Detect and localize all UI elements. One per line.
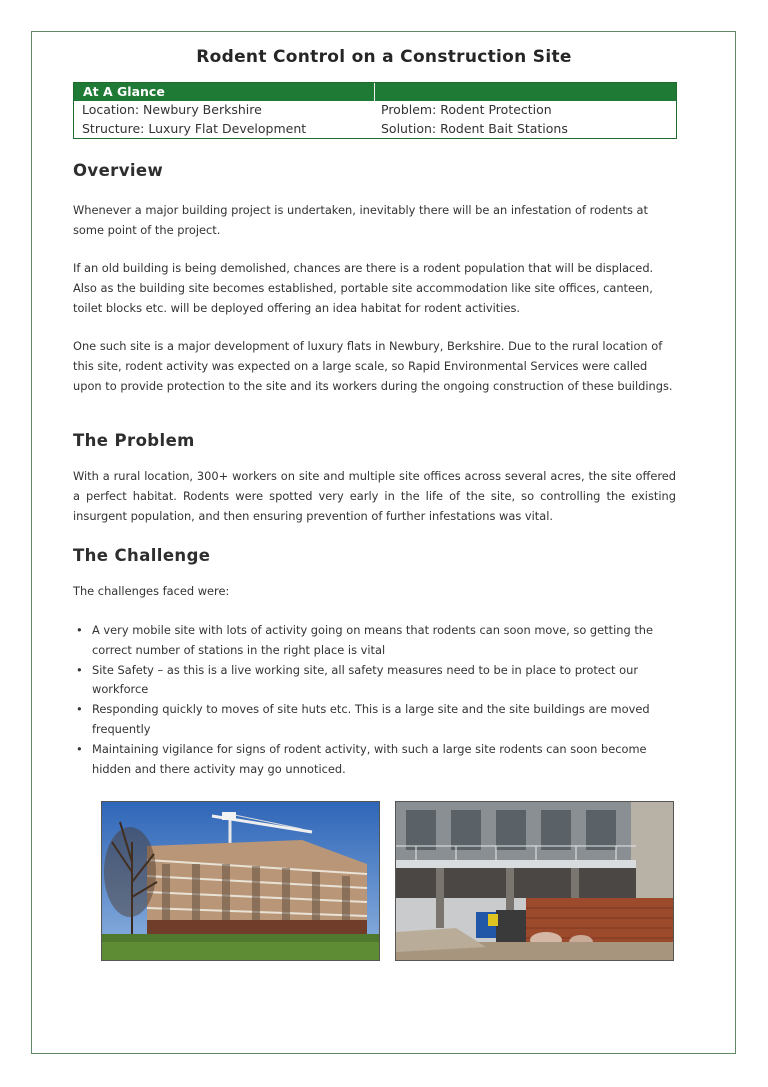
list-item xyxy=(73,700,676,740)
list-item-text: Site Safety – as this is a live working site, all safety measures need to be in place to protect our workforce xyxy=(92,662,639,697)
bullet-icon: • xyxy=(76,702,83,717)
challenge-heading: The Challenge xyxy=(73,546,211,565)
building-construction-image xyxy=(102,802,379,960)
bullet-icon: • xyxy=(76,662,83,677)
challenge-list xyxy=(73,621,676,779)
site-bins-image xyxy=(396,802,673,960)
photo-building-construction xyxy=(101,801,380,961)
glance-structure: Structure: Luxury Flat Development xyxy=(82,121,307,136)
challenge-intro: The challenges faced were: xyxy=(73,584,230,598)
list-item-text: Responding quickly to moves of site huts etc. This is a large site and the site buildings are moved frequently xyxy=(92,702,650,736)
page-title: Rodent Control on a Construction Site xyxy=(196,47,572,67)
glance-solution: Solution: Rodent Bait Stations xyxy=(381,121,568,136)
problem-heading: The Problem xyxy=(73,431,195,450)
overview-paragraph-1: Whenever a major building project is undertaken, inevitably there will be an infestation of rodents at some point of the project. xyxy=(73,203,648,237)
overview-paragraph-3: One such site is a major development of luxury flats in Newbury, Berkshire. Due to the rural location of this site, rodent activity was expected on a large scale, so Rapid Environmental Services were called upon to provide protection to the site and its workers during the ongoing construction of these buildings. xyxy=(73,339,673,393)
list-item xyxy=(73,740,676,780)
list-item-text: Maintaining vigilance for signs of rodent activity, with such a large site rodents can soon become hidden and there activity may go unnoticed. xyxy=(92,741,647,776)
at-a-glance-header xyxy=(74,83,676,101)
bullet-icon: • xyxy=(76,741,83,756)
problem-paragraph: With a rural location, 300+ workers on site and multiple site offices across several acres, the site offered a perfect habitat. Rodents were spotted very early in the life of the site, so controlling the existing insurgent population, and then ensuring prevention of further infestations was vital. xyxy=(73,469,676,523)
glance-problem: Problem: Rodent Protection xyxy=(381,102,552,117)
at-a-glance-header-label: At A Glance xyxy=(83,84,165,99)
bullet-icon: • xyxy=(76,623,83,637)
overview-paragraph-2: If an old building is being demolished, chances are there is a rodent population that will be displaced. Also as the building site becomes established, portable site accommodation like site offices, canteen, toilet blocks etc. will be deployed offering an idea habitat for rodent activities. xyxy=(73,261,654,315)
list-item xyxy=(73,621,676,661)
header-divider xyxy=(374,83,375,101)
list-item xyxy=(73,661,676,701)
list-item-text: A very mobile site with lots of activity going on means that rodents can soon move, so getting the correct number of stations in the right place is vital xyxy=(92,623,654,657)
photo-site-bins xyxy=(395,801,674,961)
at-a-glance-table xyxy=(73,82,677,139)
glance-location: Location: Newbury Berkshire xyxy=(82,102,262,117)
overview-heading: Overview xyxy=(73,161,164,180)
